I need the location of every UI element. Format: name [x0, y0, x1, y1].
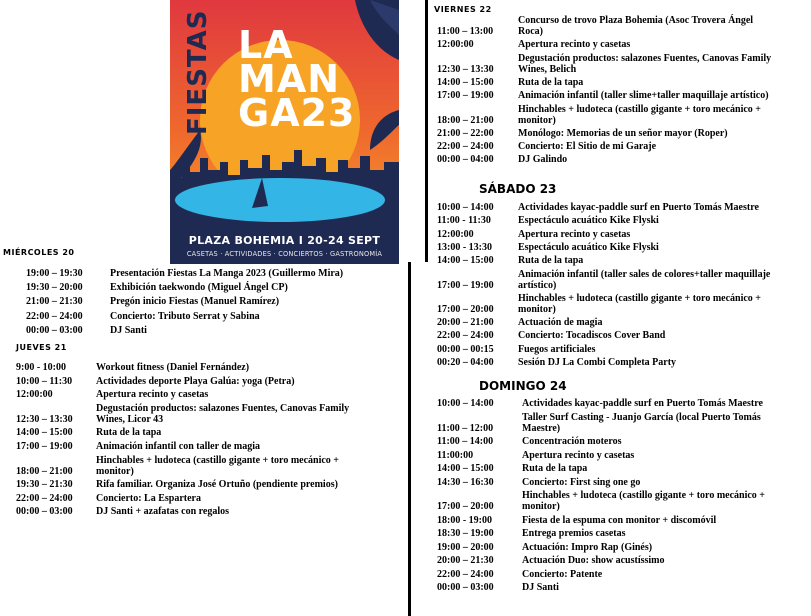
event-time: 19:00 – 19:30 — [26, 268, 83, 279]
event-description: Concierto: El Sitio de mi Garaje — [518, 141, 657, 153]
event-time: 17:00 – 19:00 — [437, 90, 494, 102]
event-description: DJ Santi — [110, 324, 147, 336]
event-description: monitor) — [518, 303, 556, 315]
event-description: Apertura recinto y casetas — [518, 228, 631, 240]
event-time: 14:00 – 15:00 — [437, 255, 494, 267]
event-description: Wines, Licor 43 — [96, 413, 164, 425]
event-description: monitor) — [96, 465, 134, 477]
event-description: Actividades kayac-paddle surf en Puerto Tomás Maestre — [522, 398, 763, 409]
event-description: Ruta de la tapa — [522, 463, 588, 474]
event-time: 12:00:00 — [16, 389, 53, 401]
event-description: Maestre) — [522, 422, 561, 434]
event-time: 12:00:00 — [437, 39, 474, 51]
event-description: Apertura recinto y casetas — [522, 449, 635, 461]
event-time: 19:30 – 21:30 — [16, 479, 73, 491]
event-description: Concierto: First sing one go — [522, 476, 641, 488]
event-description: Hinchables + ludoteca (castillo gigante + toro mecánico + — [518, 103, 761, 115]
event-time: 00:00 – 04:00 — [437, 154, 494, 166]
poster-big-line-1: LA — [238, 23, 294, 67]
event-description: Concierto: Tributo Serrat y Sabina — [110, 310, 260, 322]
event-description: Fiesta de la espuma con monitor + discomóvil — [522, 514, 717, 526]
event-time: 00:00 – 03:00 — [16, 506, 73, 518]
event-description: DJ Santi — [522, 582, 559, 593]
event-time: 11:00 – 12:00 — [437, 422, 494, 434]
event-time: 17:00 – 20:00 — [437, 501, 494, 512]
event-description: Ruta de la tapa — [518, 76, 584, 88]
poster-big-line-2: MAN — [238, 57, 341, 101]
event-description: Hinchables + ludoteca (castillo gigante + toro mecánico + — [96, 454, 339, 466]
event-description: Degustación productos: salazones Fuentes, Canovas Family — [518, 52, 772, 64]
event-time: 10:00 – 14:00 — [437, 202, 494, 213]
event-description: Exhibición taekwondo (Miguel Ángel CP) — [110, 282, 288, 294]
event-time: 13:00 - 13:30 — [437, 241, 492, 253]
event-time: 10:00 – 11:30 — [16, 375, 73, 387]
event-description: monitor) — [522, 501, 560, 512]
event-time: 21:00 – 21:30 — [26, 296, 83, 308]
event-time: 18:00 - 19:00 — [437, 514, 492, 526]
event-time: 18:30 – 19:00 — [437, 528, 494, 539]
poster-vertical-word: FIESTAS — [183, 9, 213, 135]
event-time: 22:00 – 24:00 — [16, 492, 73, 504]
event-time: 14:00 – 15:00 — [437, 76, 494, 88]
column-divider-upper — [425, 0, 428, 262]
event-description: Apertura recinto y casetas — [96, 389, 209, 401]
event-time: 22:00 – 24:00 — [437, 568, 494, 580]
event-description: Actuación Duo: show acustíssimo — [522, 555, 665, 566]
event-time: 00:00 – 00:15 — [437, 343, 494, 355]
event-time: 14:00 – 15:00 — [437, 463, 494, 474]
day-header-thursday: JUEVES 21 — [16, 343, 67, 352]
event-description: Degustación productos: salazones Fuentes, Canovas Family — [96, 402, 350, 414]
event-description: Hinchables + ludoteca (castillo gigante + toro mecánico + — [518, 292, 761, 304]
poster-title: PLAZA BOHEMIA I 20-24 SEPT — [188, 234, 381, 247]
event-poster — [170, 0, 399, 264]
event-time: 22:00 – 24:00 — [26, 310, 83, 322]
event-description: Animación infantil con taller de magia — [96, 441, 260, 452]
event-description: Concierto: La Espartera — [96, 492, 201, 504]
event-time: 12:30 – 13:30 — [16, 413, 73, 425]
event-description: Actuación: Impro Rap (Ginés) — [522, 541, 653, 553]
event-time: 12:00:00 — [437, 228, 474, 240]
event-time: 17:00 – 19:00 — [437, 279, 494, 291]
event-description: Actuación de magia — [518, 317, 603, 329]
event-time: 11:00 – 13:00 — [437, 26, 494, 37]
event-description: Concierto: Patente — [522, 568, 603, 580]
event-time: 10:00 – 14:00 — [437, 398, 494, 409]
event-description: Fuegos artificiales — [518, 343, 596, 355]
event-description: Concentración moteros — [522, 436, 622, 447]
event-time: 20:00 – 21:30 — [437, 555, 494, 566]
event-description: Animación infantil (taller slime+taller maquillaje artístico) — [518, 90, 769, 102]
event-description: Actividades kayac-paddle surf en Puerto Tomás Maestre — [518, 202, 759, 213]
event-time: 14:00 – 15:00 — [16, 427, 73, 439]
day-header-friday: VIERNES 22 — [434, 5, 492, 14]
event-time: 00:00 – 03:00 — [26, 324, 83, 336]
event-time: 17:00 – 20:00 — [437, 303, 494, 315]
event-time: 11:00:00 — [437, 449, 474, 461]
event-description: Pregón inicio Fiestas (Manuel Ramírez) — [110, 296, 280, 308]
event-time: 20:00 – 21:00 — [437, 317, 494, 329]
event-description: Animación infantil (taller sales de colores+taller maquillaje — [518, 268, 771, 280]
event-description: Taller Surf Casting - Juanjo García (local Puerto Tomás — [522, 411, 761, 423]
event-description: Actividades deporte Playa Galúa: yoga (Petra) — [96, 375, 295, 387]
event-description: Ruta de la tapa — [96, 427, 162, 439]
event-description: Sesión DJ La Combi Completa Party — [518, 357, 677, 368]
poster-big-line-3: GA23 — [238, 91, 356, 135]
day-header-saturday: SÁBADO 23 — [479, 182, 557, 196]
event-description: DJ Galindo — [518, 154, 568, 166]
day-header-wednesday: MIÉRCOLES 20 — [3, 248, 75, 257]
event-time: 11:00 – 14:00 — [437, 436, 494, 447]
event-time: 9:00 - 10:00 — [16, 362, 66, 373]
poster-subtitle: CASETAS · ACTIVIDADES · CONCIERTOS · GASTRONOMÍA — [186, 250, 383, 258]
event-time: 00:20 – 04:00 — [437, 357, 494, 368]
event-description: Wines, Belich — [518, 63, 577, 75]
event-description: monitor) — [518, 114, 556, 126]
event-description: Monólogo: Memorias de un señor mayor (Roper) — [518, 127, 728, 139]
event-time: 17:00 – 19:00 — [16, 441, 73, 452]
event-time: 14:30 – 16:30 — [437, 476, 494, 488]
event-time: 11:00 - 11:30 — [437, 215, 491, 227]
day-header-sunday: DOMINGO 24 — [479, 379, 567, 393]
event-time: 12:30 – 13:30 — [437, 63, 494, 75]
event-description: Apertura recinto y casetas — [518, 39, 631, 51]
event-description: artístico) — [518, 279, 557, 291]
event-time: 19:30 – 20:00 — [26, 282, 83, 294]
event-time: 21:00 – 22:00 — [437, 127, 494, 139]
event-time: 00:00 – 03:00 — [437, 582, 494, 593]
event-description: Roca) — [518, 26, 543, 37]
column-divider-lower — [408, 262, 411, 616]
event-description: Espectáculo acuático Kike Flyski — [518, 215, 659, 227]
event-time: 22:00 – 24:00 — [437, 141, 494, 153]
event-description: Workout fitness (Daniel Fernández) — [96, 362, 250, 373]
event-time: 19:00 – 20:00 — [437, 541, 494, 553]
event-description: Entrega premios casetas — [522, 528, 626, 539]
event-time: 18:00 – 21:00 — [16, 465, 73, 477]
event-description: Espectáculo acuático Kike Flyski — [518, 241, 659, 253]
event-time: 18:00 – 21:00 — [437, 114, 494, 126]
event-description: Concurso de trovo Plaza Bohemia (Asoc Trovera Ángel — [518, 15, 754, 26]
event-description: DJ Santi + azafatas con regalos — [96, 506, 230, 518]
event-description: Ruta de la tapa — [518, 255, 584, 267]
event-description: Hinchables + ludoteca (castillo gigante + toro mecánico + — [522, 490, 765, 501]
event-description: Presentación Fiestas La Manga 2023 (Guillermo Mira) — [110, 268, 344, 279]
event-time: 22:00 – 24:00 — [437, 330, 494, 342]
event-description: Concierto: Tocadiscos Cover Band — [518, 330, 666, 342]
event-description: Rifa familiar. Organiza José Ortuño (pendiente premios) — [96, 479, 338, 491]
